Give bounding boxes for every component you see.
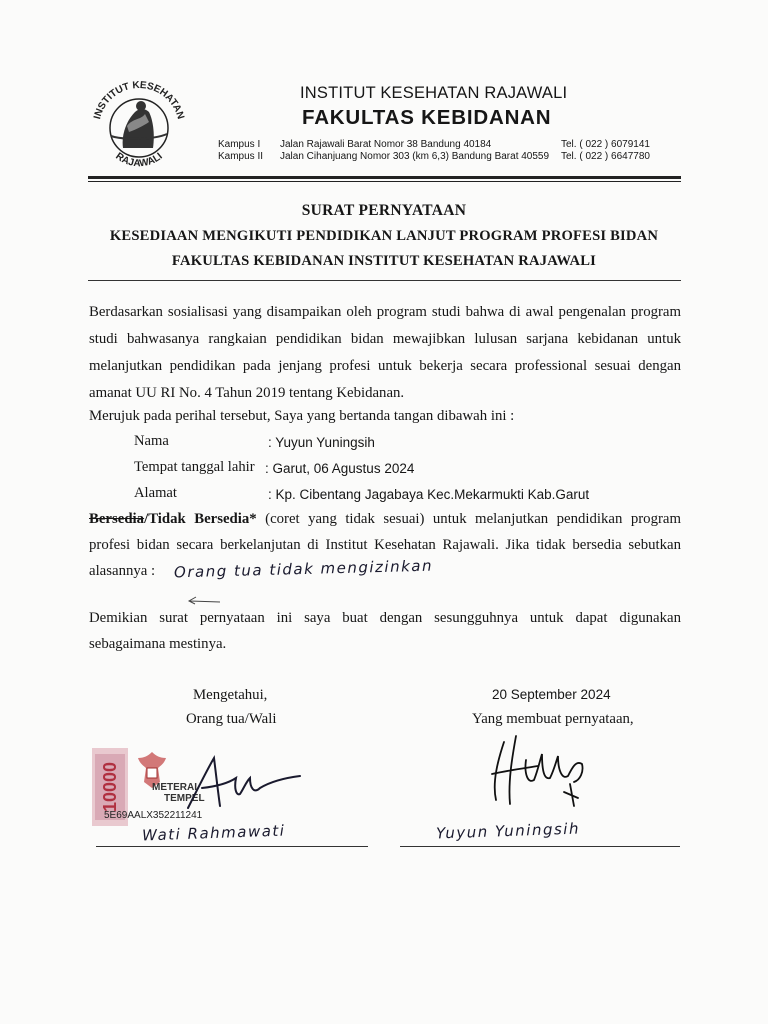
sig-right-line2: Yang membuat pernyataan, xyxy=(472,711,634,727)
para1-line3: melanjutkan pendidikan pada jenjang profesi untuk bekerja secara professional sesuai dengan xyxy=(89,358,681,374)
sig-left-line2: Orang tua/Wali xyxy=(186,711,277,727)
sig-left-line1: Mengetahui, xyxy=(193,687,268,703)
campus2-address: Jalan Cihanjuang Nomor 303 (km 6,3) Bandung Barat 40559 xyxy=(280,151,550,162)
faculty-name: FAKULTAS KEBIDANAN xyxy=(302,106,552,129)
stamp-serial: 5E69AALX352211241 xyxy=(104,810,203,821)
reason-handwritten: Orang tua tidak mengizinkan xyxy=(173,556,434,582)
student-signature xyxy=(486,730,596,816)
meterai-label-2: TEMPEL xyxy=(164,793,205,804)
parent-name-handwritten: Wati Rahmawati xyxy=(141,821,286,845)
closing-line1: Demikian surat pernyataan ini saya buat dengan sesungguhnya untuk dapat digunakan xyxy=(89,610,681,626)
logo-bottom-text: RAJAWALI xyxy=(113,150,165,170)
sig-left-underline xyxy=(96,846,368,847)
campus2-label: Kampus II xyxy=(218,151,264,162)
para2: Merujuk pada perihal tersebut, Saya yang bertanda tangan dibawah ini : xyxy=(89,408,515,424)
para3-line2: profesi bidan secara berkelanjutan di Institut Kesehatan Rajawali. Jika tidak bersedia sebutkan xyxy=(89,537,681,553)
field-label-birth: Tempat tanggal lahir xyxy=(134,459,255,475)
document-subtitle-1: KESEDIAAN MENGIKUTI PENDIDIKAN LANJUT PROGRAM PROFESI BIDAN xyxy=(109,228,659,244)
header-divider-thin xyxy=(88,181,681,182)
meterai-label-1: METERAI xyxy=(152,782,197,793)
svg-text:RAJAWALI xyxy=(113,151,164,170)
field-value-address: : Kp. Cibentang Jagabaya Kec.Mekarmukti Kab.Garut xyxy=(268,487,590,502)
sig-right-underline xyxy=(400,846,680,847)
stamp-value: 10000 xyxy=(100,761,120,812)
choice-tail: (coret yang tidak sesuai) untuk melanjutkan pendidikan program xyxy=(256,511,681,527)
document-subtitle-2: FAKULTAS KEBIDANAN INSTITUT KESEHATAN RAJAWALI xyxy=(171,253,597,269)
closing-line2: sebagaimana mestinya. xyxy=(89,636,227,652)
institution-name: INSTITUT KESEHATAN RAJAWALI xyxy=(300,84,568,102)
title-divider xyxy=(88,280,681,281)
para1-line1: Berdasarkan sosialisasi yang disampaikan oleh program studi bahwa di awal pengenalan program xyxy=(89,304,681,320)
parent-signature xyxy=(180,748,310,818)
logo-top-text: INSTITUT KESEHATAN xyxy=(92,79,186,121)
para1-line2: studi bahwasanya rangkaian pendidikan bidan mewajibkan lulusan sarjana kebidanan untuk xyxy=(89,331,681,347)
choice-struck: Bersedia xyxy=(89,511,145,527)
para1-line4: amanat UU RI No. 4 Tahun 2019 tentang Kebidanan. xyxy=(89,385,405,401)
choice-rest: /Tidak Bersedia* xyxy=(144,511,257,527)
field-value-birth: : Garut, 06 Agustus 2024 xyxy=(265,461,415,476)
institution-logo xyxy=(83,76,195,176)
campus2-phone: Tel. ( 022 ) 6647780 xyxy=(561,151,650,162)
field-label-name: Nama xyxy=(134,433,169,449)
document-title: SURAT PERNYATAAN xyxy=(301,202,467,219)
header-divider-thick xyxy=(88,176,681,179)
handwritten-arrow-mark xyxy=(186,596,222,606)
student-name-handwritten: Yuyun Yuningsih xyxy=(435,819,581,843)
choice-line xyxy=(89,511,681,528)
field-label-address: Alamat xyxy=(134,485,177,501)
reason-label: alasannya : xyxy=(89,563,156,579)
campus1-label: Kampus I xyxy=(218,139,261,150)
field-value-name: : Yuyun Yuningsih xyxy=(268,435,375,450)
campus1-address: Jalan Rajawali Barat Nomor 38 Bandung 40184 xyxy=(280,139,492,150)
campus1-phone: Tel. ( 022 ) 6079141 xyxy=(561,139,650,150)
sig-right-date: 20 September 2024 xyxy=(492,687,611,702)
